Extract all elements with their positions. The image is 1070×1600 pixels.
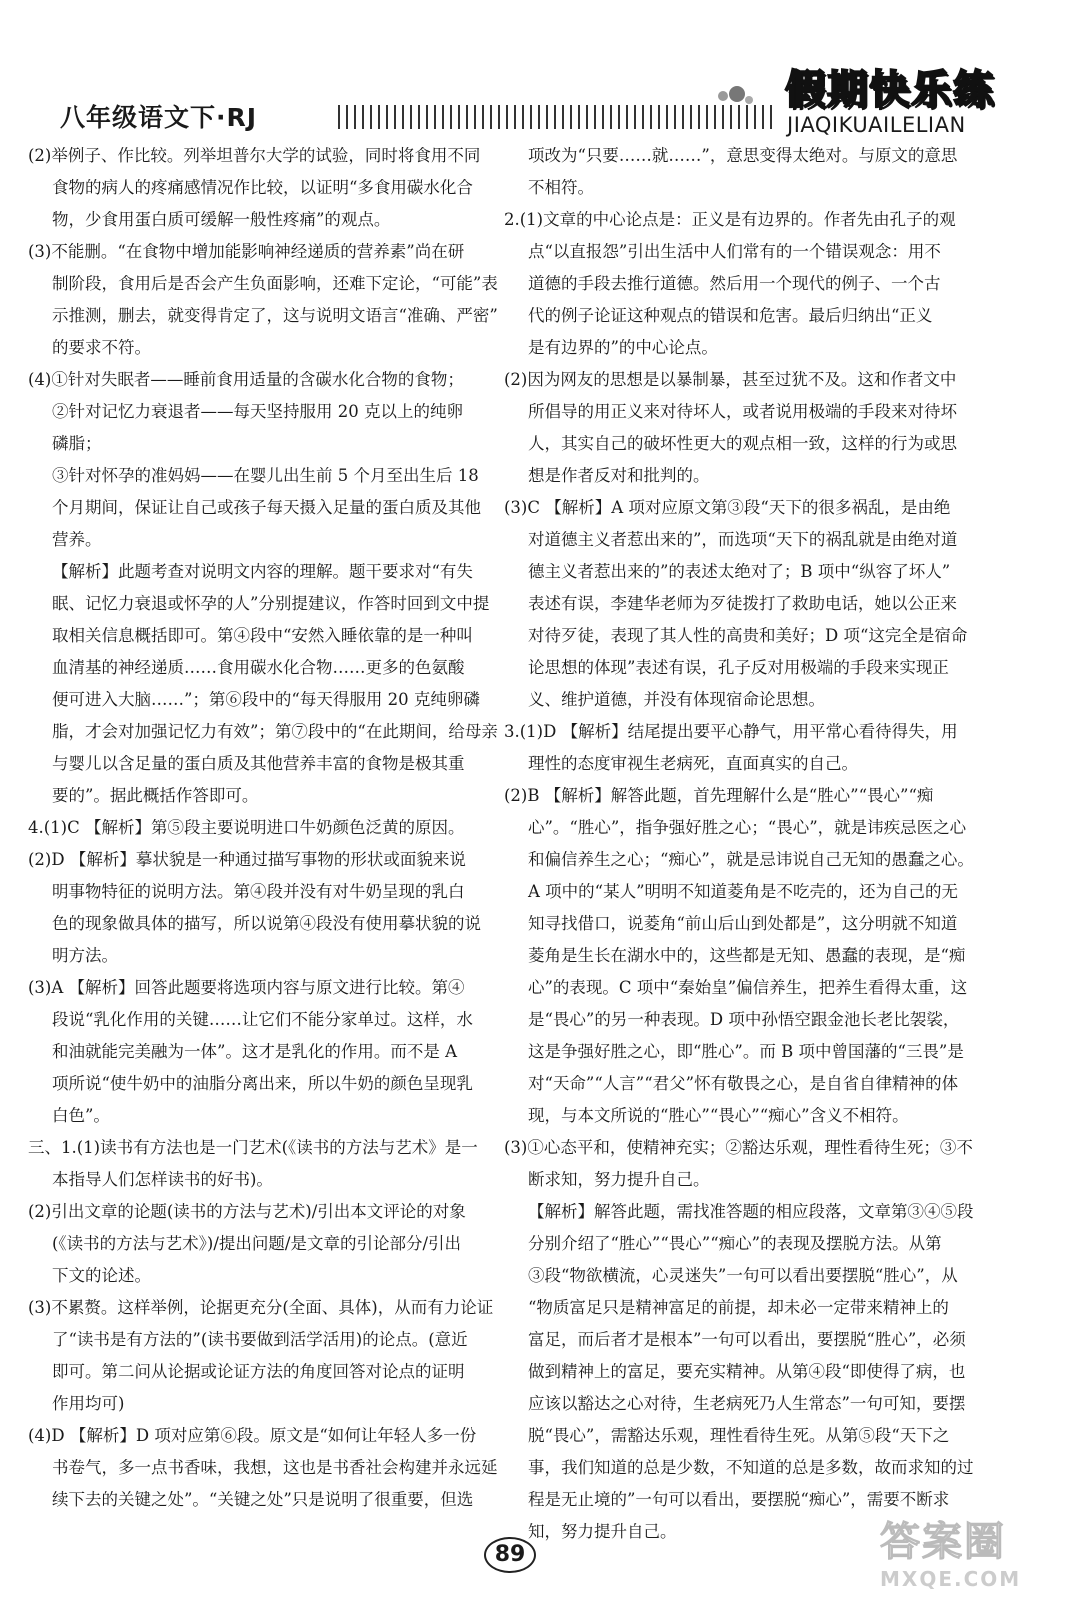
text-line: 富足，而后者才是根本”一句可以看出，要摆脱“胜心”，必须 — [528, 1330, 966, 1349]
text-line: 心”。“胜心”，指争强好胜之心；“畏心”，就是讳疾忌医之心 — [528, 818, 967, 837]
brand-subtitle: JIAQIKUAILELIAN — [787, 113, 966, 137]
text-line: ②针对记忆力衰退者——每天坚持服用 20 克以上的纯卵 — [52, 402, 463, 421]
text-line: 断求知，努力提升自己。 — [528, 1170, 710, 1189]
text-line: (4)①针对失眠者——睡前食用适量的含碳水化合物的食物； — [28, 370, 464, 389]
text-line: 分别介绍了“胜心”“畏心”“痴心”的表现及摆脱方法。从第 — [528, 1234, 942, 1253]
text-line: 色的现象做具体的描写，所以说第④段没有使用摹状貌的说 — [52, 914, 481, 933]
text-line: (3)不累赘。这样举例，论据更充分(全面、具体)，从而有力论证 — [28, 1298, 494, 1317]
text-line: 是有边界的”的中心论点。 — [528, 338, 718, 357]
left-column — [28, 140, 503, 1516]
right-column — [504, 140, 994, 1548]
text-line: ③针对怀孕的准妈妈——在婴儿出生前 5 个月至出生后 18 — [52, 466, 479, 485]
text-line: 知寻找借口，说菱角“前山后山到处都是”，这分明就不知道 — [528, 914, 958, 933]
text-line: 营养。 — [52, 530, 102, 549]
text-line: (3)A 【解析】回答此题要将选项内容与原文进行比较。第④ — [28, 978, 465, 997]
text-line: 想是作者反对和批判的。 — [528, 466, 710, 485]
text-line: 脂，才会对加强记忆力有效”；第⑦段中的“在此期间，给母亲 — [52, 722, 498, 741]
text-line: 项所说“使牛奶中的油脂分离出来，所以牛奶的颜色呈现乳 — [52, 1074, 473, 1093]
text-line: 现，与本文所说的“胜心”“畏心”“痴心”含义不相符。 — [528, 1106, 909, 1125]
text-line: (3)不能删。“在食物中增加能影响神经递质的营养素”尚在研 — [28, 242, 465, 261]
text-line: 下文的论述。 — [52, 1266, 151, 1285]
text-line: 对道德主义者惹出来的”，而选项“天下的祸乱就是由绝对道 — [528, 530, 958, 549]
page-header — [0, 0, 1070, 150]
text-line: 个月期间，保证让自己或孩子每天摄入足量的蛋白质及其他 — [52, 498, 481, 517]
text-line: 便可进入大脑……”；第⑥段中的“每天得服用 20 克纯卵磷 — [52, 690, 480, 709]
text-line: 人，其实自己的破坏性更大的观点相一致，这样的行为或思 — [528, 434, 957, 453]
text-line: 与婴儿以含足量的蛋白质及其他营养丰富的食物是极其重 — [52, 754, 465, 773]
text-line: (3)①心态平和，使精神充实；②豁达乐观，理性看待生死；③不 — [504, 1138, 973, 1157]
text-line: 了“读书是有方法的”(读书要做到活学活用)的论点。(意近 — [52, 1330, 468, 1349]
text-line: 应该以豁达之心对待，生老病死乃人生常态”一句可知，要摆 — [528, 1394, 966, 1413]
text-line: 即可。第二问从论据或论证方法的角度回答对论点的证明 — [52, 1362, 465, 1381]
page-number-text: 89 — [494, 1542, 526, 1567]
text-line: 明方法。 — [52, 946, 118, 965]
text-line: 段说“乳化作用的关键……让它们不能分家单过。这样，水 — [52, 1010, 473, 1029]
text-line: 3.(1)D 【解析】结尾提出要平心静气，用平常心看待得失，用 — [504, 722, 958, 741]
text-line: 菱角是生长在湖水中的，这些都是无知、愚蠢的表现，是“痴 — [528, 946, 966, 965]
text-line: 点“以直报怨”引出生活中人们常有的一个错误观念：用不 — [528, 242, 941, 261]
text-line: 本指导人们怎样读书的好书)。 — [52, 1170, 273, 1189]
text-line: 的要求不符。 — [52, 338, 151, 357]
text-line: 2.(1)文章的中心论点是：正义是有边界的。作者先由孔子的观 — [504, 210, 956, 229]
text-line: 代的例子论证这种观点的错误和危害。最后归纳出“正义 — [528, 306, 933, 325]
text-line: (《读书的方法与艺术》)/提出问题/是文章的引论部分/引出 — [52, 1234, 462, 1253]
text-line: 明事物特征的说明方法。第④段并没有对牛奶呈现的乳白 — [52, 882, 465, 901]
text-line: (2)引出文章的论题(读书的方法与艺术)/引出本文评论的对象 — [28, 1202, 466, 1221]
text-line: 物，少食用蛋白质可缓解一般性疼痛”的观点。 — [52, 210, 391, 229]
text-line: 【解析】解答此题，需找准答题的相应段落，文章第③④⑤段 — [528, 1202, 974, 1221]
text-line: (4)D 【解析】D 项对应第⑥段。原文是“如何让年轻人多一份 — [28, 1426, 477, 1445]
watermark-logo: 答案圈 — [880, 1519, 1006, 1565]
text-line: A 项中的“某人”明明不知道菱角是不吃壳的，还为自己的无 — [528, 882, 959, 901]
text-line: 磷脂； — [52, 434, 102, 453]
text-line: 血清基的神经递质……食用碳水化合物……更多的色氨酸 — [52, 658, 465, 677]
text-line: 是“畏心”的另一种表现。D 项中孙悟空跟金池长老比袈裟， — [528, 1010, 960, 1029]
text-line: 【解析】此题考查对说明文内容的理解。题干要求对“有失 — [52, 562, 473, 581]
text-line: 不相符。 — [528, 178, 594, 197]
text-line: 作用均可) — [52, 1394, 125, 1413]
text-line: 眠、记忆力衰退或怀孕的人”分别提建议，作答时回到文中提 — [52, 594, 490, 613]
text-line: 事，我们知道的总是少数，不知道的总是多数，故而求知的过 — [528, 1458, 974, 1477]
watermark — [880, 1510, 1060, 1590]
text-line: 示推测，删去，就变得肯定了，这与说明文语言“准确、严密” — [52, 306, 498, 325]
text-line: 和偏信养生之心；“痴心”，就是忌讳说自己无知的愚蠢之心。 — [528, 850, 974, 869]
text-line: 对待歹徒，表现了其人性的高贵和美好；D 项“这完全是宿命 — [528, 626, 968, 645]
text-line: 知，努力提升自己。 — [528, 1522, 677, 1541]
text-line: (2)B 【解析】解答此题，首先理解什么是“胜心”“畏心”“痴 — [504, 786, 934, 805]
text-line: ③段“物欲横流，心灵迷失”一句可以看出要摆脱“胜心”，从 — [528, 1266, 958, 1285]
text-line: 程是无止境的”一句可以看出，要摆脱“痴心”，需要不断求 — [528, 1490, 950, 1509]
text-line: 三、1.(1)读书有方法也是一门艺术(《读书的方法与艺术》是一 — [28, 1138, 478, 1157]
page-number — [480, 1535, 540, 1575]
text-line: 4.(1)C 【解析】第⑤段主要说明进口牛奶颜色泛黄的原因。 — [28, 818, 465, 837]
text-line: (2)因为网友的思想是以暴制暴，甚至过犹不及。这和作者文中 — [504, 370, 957, 389]
text-line: 要的”。据此概括作答即可。 — [52, 786, 259, 805]
text-line: 项改为“只要……就……”，意思变得太绝对。与原文的意思 — [528, 146, 958, 165]
text-line: 道德的手段去推行道德。然后用一个现代的例子、一个古 — [528, 274, 941, 293]
text-line: 脱“畏心”，需豁达乐观，理性看待生死。从第⑤段“天下之 — [528, 1426, 950, 1445]
text-line: (3)C 【解析】A 项对应原文第③段“天下的很多祸乱，是由绝 — [504, 498, 951, 517]
text-line: 做到精神上的富足，要充实精神。从第④段“即使得了病，也 — [528, 1362, 966, 1381]
text-line: 白色”。 — [52, 1106, 110, 1125]
text-line: 续下去的关键之处”。“关键之处”只是说明了很重要，但选 — [52, 1490, 474, 1509]
text-line: 制阶段，食用后是否会产生负面影响，还难下定论，“可能”表 — [52, 274, 498, 293]
text-line: 对“天命”“人言”“君父”怀有敬畏之心，是自省自律精神的体 — [528, 1074, 959, 1093]
decoration-dots-icon — [715, 82, 755, 112]
text-line: 书卷气，多一点书香味，我想，这也是书香社会构建并永远延 — [52, 1458, 498, 1477]
text-line: “物质富足只是精神富足的前提，却未必一定带来精神上的 — [528, 1298, 949, 1317]
text-line: 理性的态度审视生老病死，直面真实的自己。 — [528, 754, 858, 773]
text-line: 义、维护道德，并没有体现宿命论思想。 — [528, 690, 825, 709]
header-rule — [338, 105, 778, 129]
text-line: 和油就能完美融为一体”。这才是乳化的作用。而不是 A — [52, 1042, 458, 1061]
text-line: 这是争强好胜之心，即“胜心”。而 B 项中曾国藩的“三畏”是 — [528, 1042, 964, 1061]
text-line: 食物的病人的疼痛感情况作比较，以证明“多食用碳水化合 — [52, 178, 473, 197]
text-line: 德主义者惹出来的”的表述太绝对了；B 项中“纵容了坏人” — [528, 562, 951, 581]
text-line: 论思想的体现”表述有误，孔子反对用极端的手段来实现正 — [528, 658, 949, 677]
text-line: 表述有误，李建华老师为歹徒拨打了救助电话，她以公正来 — [528, 594, 957, 613]
brand-title: 假期快乐练 — [785, 67, 995, 113]
text-line: (2)D 【解析】摹状貌是一种通过描写事物的形状或面貌来说 — [28, 850, 466, 869]
text-line: (2)举例子、作比较。列举坦普尔大学的试验，同时将食用不同 — [28, 146, 481, 165]
watermark-url: MXQE.COM — [880, 1567, 1022, 1591]
text-line: 心”的表现。C 项中“秦始皇”偏信养生，把养生看得太重，这 — [528, 978, 968, 997]
text-line: 取相关信息概括即可。第④段中“安然入睡依靠的是一种叫 — [52, 626, 473, 645]
grade-label: 八年级语文下·RJ — [60, 103, 258, 132]
text-line: 所倡导的用正义来对待坏人，或者说用极端的手段来对待坏 — [528, 402, 957, 421]
